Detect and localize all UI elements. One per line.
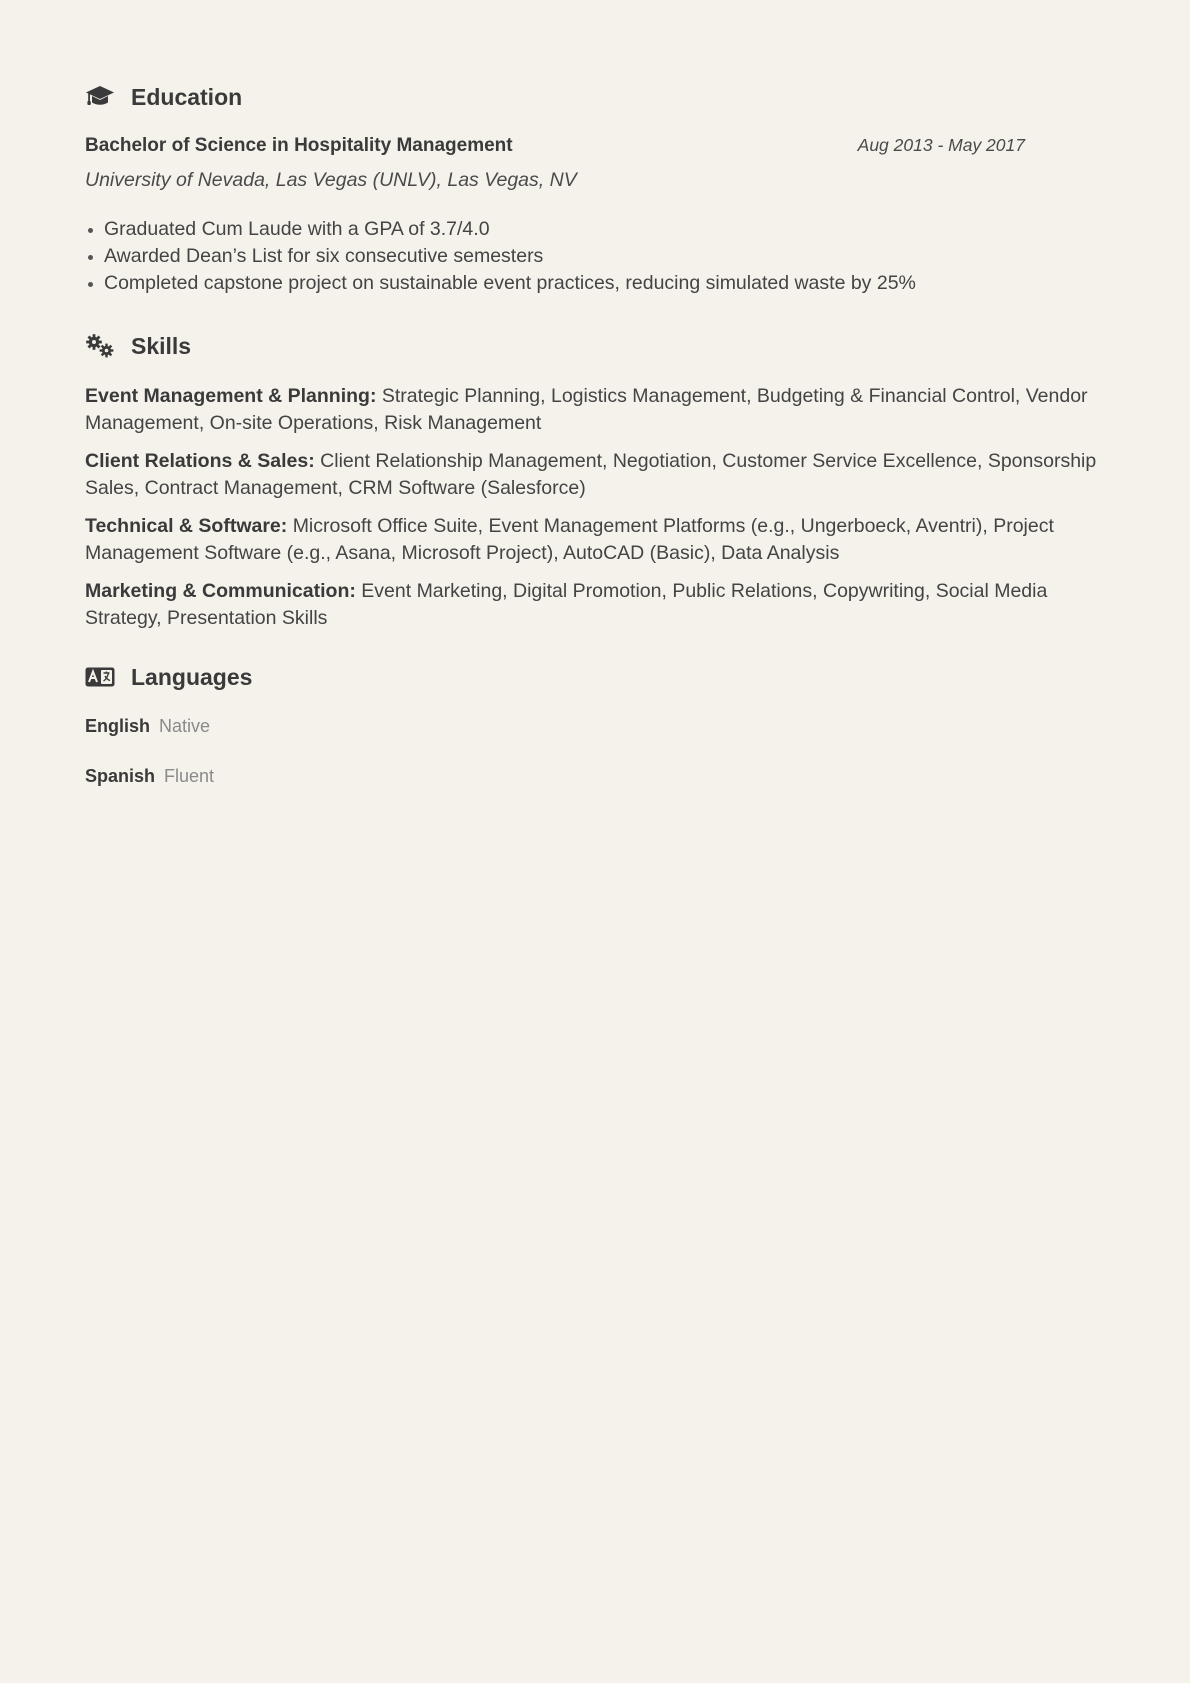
- language-icon: [85, 664, 115, 690]
- degree-dates: Aug 2013 - May 2017: [857, 135, 1025, 155]
- skills-list: [85, 383, 1105, 643]
- skill-items: Microsoft Office Suite, Event Management Platforms (e.g., Ungerboeck, Aventri), Project Management Software (e.g., Asana, Microsoft Project), AutoCAD (Basic), Data Analysis: [85, 515, 1054, 564]
- language-level: Fluent: [164, 766, 215, 786]
- gears-icon: [85, 333, 115, 359]
- education-bullets: [85, 216, 916, 297]
- skill-group: [85, 513, 1105, 567]
- skill-group: [85, 448, 1105, 502]
- skill-group: [85, 383, 1105, 437]
- language-name: Spanish: [85, 766, 156, 786]
- degree-name: Bachelor of Science in Hospitality Management: [85, 135, 513, 156]
- list-item: Graduated Cum Laude with a GPA of 3.7/4.0: [104, 216, 916, 243]
- skill-category: Event Management & Planning:: [85, 385, 377, 407]
- skill-category: Technical & Software:: [85, 515, 288, 537]
- education-header: [85, 79, 242, 115]
- languages-title: Languages: [131, 663, 253, 690]
- language-name: English: [85, 716, 151, 736]
- skills-header: [85, 328, 191, 364]
- list-item: Awarded Dean’s List for six consecutive semesters: [104, 243, 916, 270]
- skill-category: Client Relations & Sales:: [85, 450, 315, 472]
- languages-header: [85, 659, 252, 695]
- degree-row: [85, 135, 1025, 159]
- language-item: [85, 766, 214, 787]
- list-item: Completed capstone project on sustainable event practices, reducing simulated waste by 25%: [104, 270, 916, 297]
- skill-items: Event Marketing, Digital Promotion, Public Relations, Copywriting, Social Media Strategy, Presentation Skills: [85, 580, 1048, 629]
- school-name: University of Nevada, Las Vegas (UNLV), Las Vegas, NV: [85, 169, 577, 191]
- skill-items: Client Relationship Management, Negotiation, Customer Service Excellence, Sponsorship Sales, Contract Management, CRM Software (Salesforce): [85, 450, 1097, 499]
- education-title: Education: [131, 83, 243, 110]
- skill-category: Marketing & Communication:: [85, 580, 356, 602]
- skill-items: Strategic Planning, Logistics Management, Budgeting & Financial Control, Vendor Management, On-site Operations, Risk Management: [85, 385, 1088, 434]
- graduation-cap-icon: [85, 84, 115, 110]
- language-item: [85, 716, 210, 737]
- language-level: Native: [159, 716, 211, 736]
- skills-title: Skills: [131, 332, 192, 359]
- skill-group: [85, 578, 1105, 632]
